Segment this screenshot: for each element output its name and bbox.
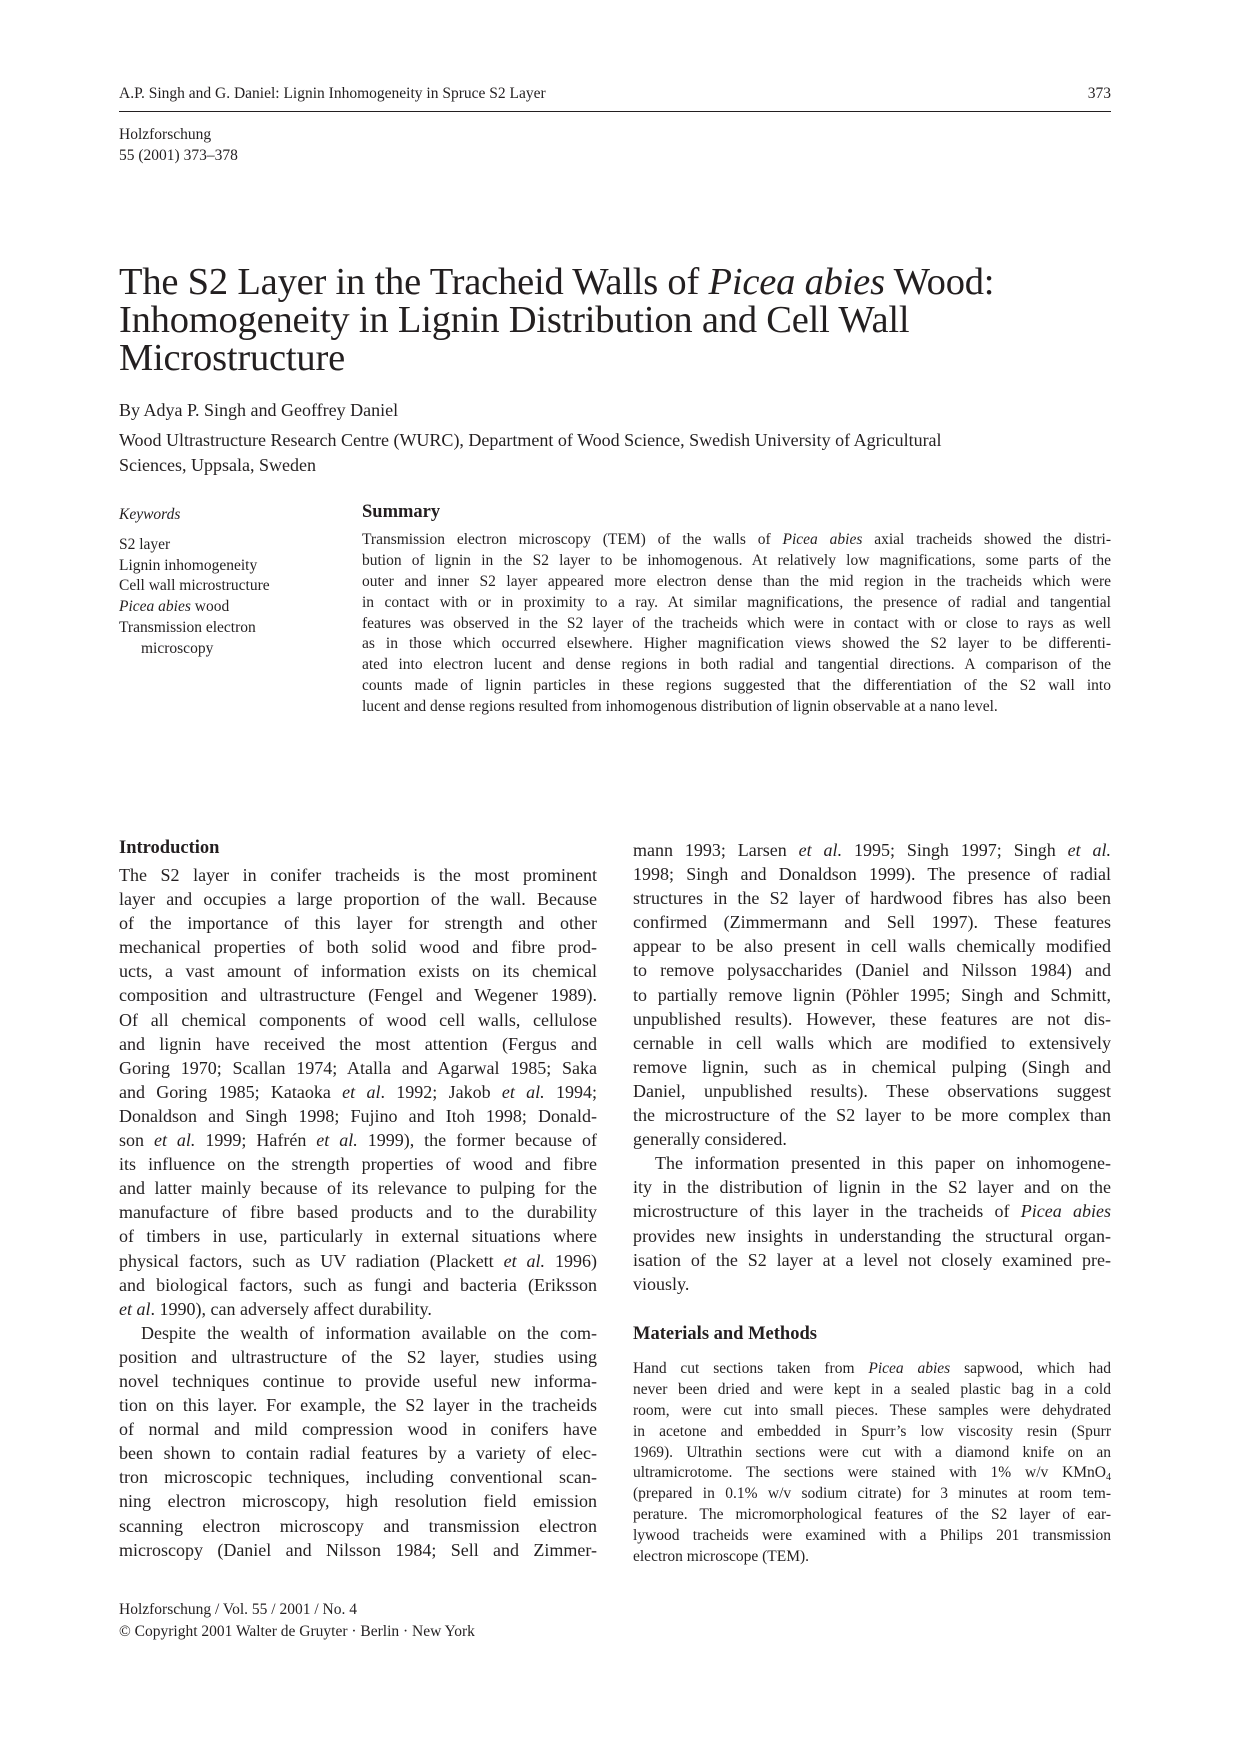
body-line: manufacture of fibre based products and to the durability: [119, 1202, 597, 1223]
text-italic: et al.: [501, 1081, 545, 1102]
introduction-right-column: [633, 838, 1111, 1296]
page-number: 373: [1087, 85, 1111, 102]
text-italic: Picea abies: [782, 531, 863, 548]
mm-line: (prepared in 0.1% w/v sodium citrate) for 3 minutes at room tem-: [633, 1485, 1111, 1503]
text-italic: et al.: [1067, 840, 1111, 860]
affiliation-line: Wood Ultrastructure Research Centre (WURC), Department of Wood Science, Swedish University of Agricultural: [119, 430, 942, 450]
keyword-text: wood: [190, 598, 230, 616]
text-run: . 1992; Jakob: [380, 1081, 502, 1102]
body-line: viously.: [633, 1273, 690, 1294]
mm-line: room, were cut into small pieces. These samples were dehydrated: [633, 1401, 1111, 1419]
footer-copyright: © Copyright 2001 Walter de Gruyter · Berlin · New York: [119, 1623, 475, 1640]
text-run: and Goring 1985; Kataoka: [119, 1081, 343, 1102]
body-line: [633, 838, 1111, 862]
body-line: ity in the distribution of lignin in the S2 layer and on the: [633, 1177, 1111, 1198]
text-run: sapwood, which had: [950, 1360, 1111, 1377]
introduction-heading: Introduction: [119, 838, 220, 858]
body-line: Of all chemical components of wood cell walls, cellulose: [119, 1009, 597, 1030]
keyword: [119, 597, 319, 618]
summary-text: [362, 530, 1111, 718]
summary-line: bution of lignin in the S2 layer to be inhomogenous. At relatively low magnifications, some parts of the: [362, 551, 1111, 569]
body-line: of normal and mild compression wood in conifers have: [119, 1419, 597, 1440]
body-line: confirmed (Zimmermann and Sell 1997). These features: [633, 912, 1111, 933]
title-species: Picea abies: [708, 261, 885, 303]
body-line: 1998; Singh and Donaldson 1999). The presence of radial: [633, 864, 1111, 885]
text-run: . 1990), can adversely affect durability.: [150, 1298, 432, 1319]
body-line: the microstructure of the S2 layer to be more complex than: [633, 1105, 1111, 1126]
keyword: S2 layer: [119, 535, 171, 553]
body-line: to remove polysaccharides (Daniel and Nilsson 1984) and: [633, 960, 1111, 981]
title-text: The S2 Layer in the Tracheid Walls of: [119, 261, 709, 303]
text-run: 1994;: [544, 1081, 597, 1102]
affiliation-line: Sciences, Uppsala, Sweden: [119, 454, 316, 475]
body-line: layer and occupies a large proportion of the wall. Because: [119, 889, 597, 910]
keyword: Transmission electron: [119, 618, 256, 636]
summary-line: in contact with or in proximity to a ray. At similar magnifications, the presence of radial and tangential: [362, 593, 1111, 611]
body-line: appear to be also present in cell walls chemically modified: [633, 936, 1111, 957]
header-rule: [119, 111, 1111, 112]
body-line: [119, 1297, 597, 1321]
keyword-species: Picea abies: [119, 598, 191, 616]
summary-line: ated into electron lucent and dense regions in both radial and tangential directions. A comparison of the: [362, 656, 1111, 674]
mm-line: 1969). Ultrathin sections were cut with a diamond knife on an: [633, 1443, 1111, 1461]
body-line: isation of the S2 layer at a level not closely examined pre-: [633, 1249, 1111, 1270]
text-italic: et al: [342, 1081, 381, 1102]
summary-line: as in those which occurred elsewhere. Higher magnification views showed the S2 layer to be differenti-: [362, 635, 1111, 653]
text-run: physical factors, such as UV radiation (Plackett: [119, 1250, 504, 1271]
text-italic: Picea abies: [868, 1360, 951, 1377]
summary-line: features was observed in the S2 layer of the tracheids which were in contact with or close to rays as well: [362, 614, 1111, 632]
page-footer: [119, 1599, 475, 1643]
text-run: son: [119, 1130, 154, 1151]
keywords-label: Keywords: [119, 506, 181, 523]
body-line: been shown to contain radial features by a variety of elec-: [119, 1443, 597, 1464]
article-title: [119, 263, 1119, 377]
summary-line: lucent and dense regions resulted from inhomogenous distribution of lignin observable at a nano level.: [362, 698, 998, 716]
body-line: ning electron microscopy, high resolution field emission: [119, 1491, 597, 1512]
mm-line: in acetone and embedded in Spurr’s low viscosity resin (Spurr: [633, 1422, 1111, 1440]
text-run: axial tracheids showed the distri-: [862, 531, 1111, 548]
text-run: ultramicrotome. The sections were stained with 1% w/v KMnO: [633, 1464, 1106, 1482]
text-run: 1999; Hafrén: [195, 1130, 317, 1151]
body-line: of timbers in use, particularly in external situations where: [119, 1226, 597, 1247]
authors: By Adya P. Singh and Geoffrey Daniel: [119, 400, 399, 420]
body-line: mechanical properties of both solid wood and fibre prod-: [119, 937, 597, 958]
body-line: The information presented in this paper on inhomogene-: [655, 1153, 1111, 1174]
text-run: Transmission electron microscopy (TEM) of the walls of: [362, 531, 783, 548]
body-line: [119, 1249, 597, 1273]
body-line: generally considered.: [633, 1129, 787, 1150]
body-line: Goring 1970; Scallan 1974; Atalla and Agarwal 1985; Saka: [119, 1057, 597, 1078]
keywords-block: [119, 505, 319, 660]
text-run: microstructure of this layer in the tracheids of: [633, 1201, 1021, 1222]
title-line-2: Inhomogeneity in Lignin Distribution and Cell Wall: [119, 299, 910, 341]
body-line: [633, 1199, 1111, 1223]
text-run: 1999), the former because of: [357, 1130, 597, 1151]
body-line: microscopy (Daniel and Nilsson 1984; Sell and Zimmer-: [119, 1539, 597, 1560]
body-line: tron microscopic techniques, including conventional scan-: [119, 1467, 597, 1488]
body-line: provides new insights in understanding the structural organ-: [633, 1225, 1111, 1246]
body-line: [119, 1080, 597, 1104]
keyword-continuation: microscopy: [141, 639, 214, 657]
subscript: 4: [1106, 1472, 1111, 1484]
footer-journal: Holzforschung / Vol. 55 / 2001 / No. 4: [119, 1601, 357, 1618]
body-line: Despite the wealth of information available on the com-: [141, 1322, 597, 1343]
mm-line: [633, 1463, 1111, 1484]
text-italic: et al.: [503, 1250, 546, 1271]
body-line: and lignin have received the most attention (Fergus and: [119, 1033, 597, 1054]
body-line: novel techniques continue to provide useful new informa-: [119, 1370, 597, 1391]
journal-volume-pages: 55 (2001) 373–378: [119, 147, 238, 164]
mm-line: never been dried and were kept in a sealed plastic bag in a cold: [633, 1380, 1111, 1398]
title-line-1: [119, 263, 1119, 301]
body-line: of the importance of this layer for strength and other: [119, 913, 597, 934]
keyword: Lignin inhomogeneity: [119, 556, 258, 574]
text-run: 1995; Singh 1997; Singh: [842, 840, 1068, 860]
keyword: Cell wall microstructure: [119, 577, 270, 595]
body-line: cernable in cell walls which are modified to extensively: [633, 1032, 1111, 1053]
body-line: unpublished results). However, these features are not dis-: [633, 1008, 1111, 1029]
text-run: mann 1993; Larsen: [633, 840, 799, 860]
body-line: The S2 layer in conifer tracheids is the most prominent: [119, 865, 597, 885]
running-head-title: A.P. Singh and G. Daniel: Lignin Inhomogeneity in Spruce S2 Layer: [119, 85, 546, 102]
title-line-3: Microstructure: [119, 337, 345, 379]
text-italic: Picea abies: [1020, 1201, 1111, 1222]
body-line: position and ultrastructure of the S2 layer, studies using: [119, 1346, 597, 1367]
mm-line: perature. The micromorphological features of the S2 layer of ear-: [633, 1506, 1111, 1524]
body-line: Daniel, unpublished results). These observations suggest: [633, 1080, 1111, 1101]
mm-line: lywood tracheids were examined with a Philips 201 transmission: [633, 1527, 1111, 1545]
summary-line: [362, 530, 1111, 551]
materials-methods-text: [633, 1359, 1111, 1568]
body-line: its influence on the strength properties of wood and fibre: [119, 1154, 597, 1175]
body-line: [119, 1128, 597, 1152]
text-italic: et al: [119, 1298, 151, 1319]
text-italic: et al.: [153, 1130, 196, 1151]
mm-line: [633, 1359, 1111, 1380]
text-italic: et al.: [316, 1130, 358, 1151]
body-line: structures in the S2 layer of hardwood fibres has also been: [633, 888, 1111, 909]
body-line: and latter mainly because of its relevance to pulping for the: [119, 1178, 597, 1199]
affiliation: [119, 428, 1109, 477]
body-line: to partially remove lignin (Pöhler 1995; Singh and Schmitt,: [633, 984, 1111, 1005]
body-line: ucts, a vast amount of information exists on its chemical: [119, 961, 597, 982]
body-line: scanning electron microscopy and transmission electron: [119, 1515, 597, 1536]
materials-methods-heading: Materials and Methods: [633, 1324, 817, 1344]
introduction-left-column: [119, 863, 597, 1562]
journal-name: Holzforschung: [119, 126, 212, 143]
title-text: Wood:: [884, 261, 995, 303]
text-run: Hand cut sections taken from: [633, 1360, 869, 1377]
mm-line: electron microscope (TEM).: [633, 1548, 810, 1566]
summary-heading: Summary: [362, 502, 441, 522]
body-line: remove lignin, such as in chemical pulping (Singh and: [633, 1056, 1111, 1077]
summary-line: outer and inner S2 layer appeared more electron dense than the mid region in the tracheids which were: [362, 572, 1111, 590]
summary-block: [362, 501, 1111, 718]
body-line: composition and ultrastructure (Fengel and Wegener 1989).: [119, 985, 597, 1006]
text-run: 1996): [545, 1250, 597, 1271]
body-line: Donaldson and Singh 1998; Fujino and Itoh 1998; Donald-: [119, 1105, 597, 1126]
journal-citation: [119, 124, 238, 166]
body-line: tion on this layer. For example, the S2 layer in the tracheids: [119, 1395, 597, 1416]
summary-line: counts made of lignin particles in these regions suggested that the differentiation of the S2 wall into: [362, 677, 1111, 695]
body-line: and biological factors, such as fungi and bacteria (Eriksson: [119, 1274, 597, 1295]
text-italic: et al.: [798, 840, 843, 860]
